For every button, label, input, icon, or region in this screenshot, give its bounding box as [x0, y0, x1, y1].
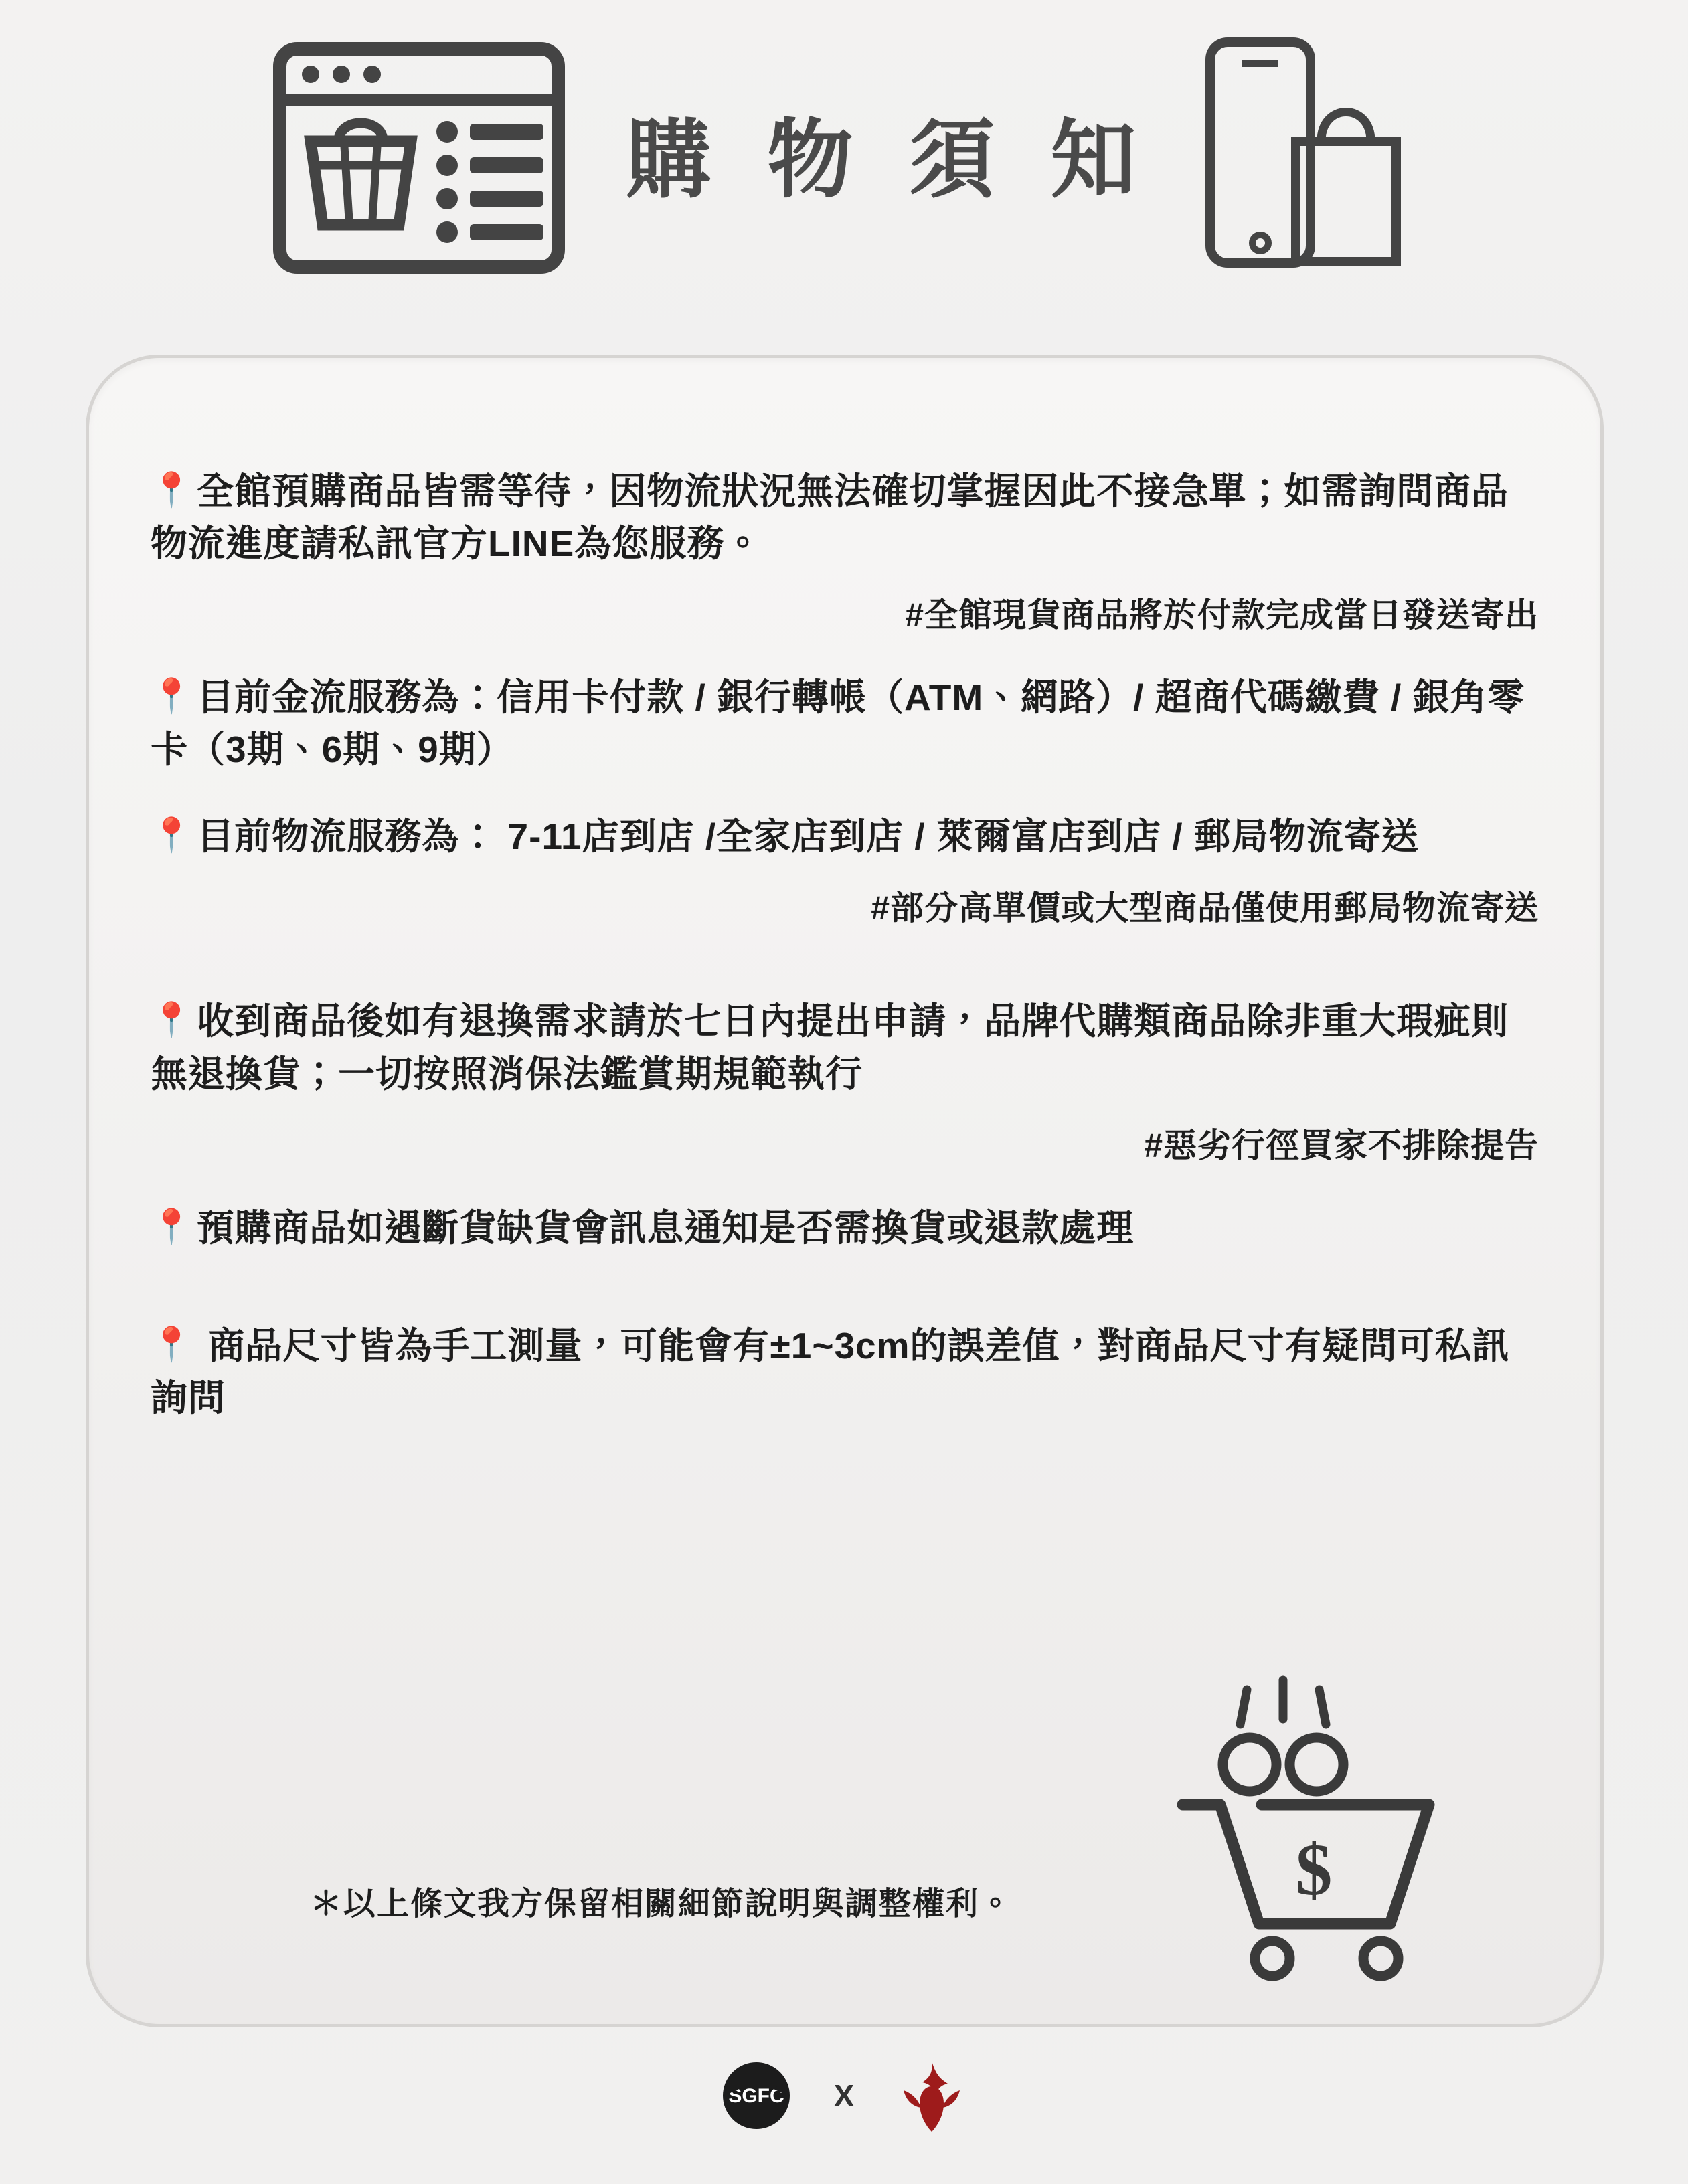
notice-text — [151, 1320, 1539, 1424]
notice-item — [151, 465, 1539, 636]
notice-body: 預購商品如遇斷貨缺貨會訊息通知是否需換貨或退款處理 — [197, 1206, 1134, 1249]
footer-separator: X — [833, 2078, 855, 2113]
notice-item — [151, 671, 1539, 776]
notice-body: 收到商品後如有退換需求請於七日內提出申請，品牌代購類商品除非重大瑕疵則無退換貨；一切按照消保法鑑賞期規範執行 — [151, 1000, 1509, 1095]
red-emblem-logo — [892, 2056, 972, 2136]
sgfc-circle-logo — [716, 2056, 796, 2136]
notice-text — [151, 1202, 1539, 1254]
pin-icon: 📍 — [151, 677, 193, 715]
notice-note: #全館現貨商品將於付款完成當日發送寄出 — [905, 596, 1539, 634]
notice-note: #惡劣行徑買家不排除提告 — [1144, 1126, 1539, 1164]
svg-text:SGFC: SGFC — [728, 2085, 784, 2107]
notice-note: #部分高單價或大型商品僅使用郵局物流寄送 — [871, 889, 1539, 927]
pin-icon: 📍 — [151, 1207, 193, 1245]
footnote-text: ＊以上條文我方保留相關細節說明與調整權利。 — [310, 1886, 1013, 1922]
browser-shopping-list-icon — [268, 37, 570, 278]
pin-icon: 📍 — [151, 471, 193, 509]
notice-body: 商品尺寸皆為手工測量，可能會有±1~3cm的誤差值，對商品尺寸有疑問可私訊詢問 — [151, 1324, 1510, 1419]
pin-icon: 📍 — [151, 816, 193, 854]
notice-body: 全館預購商品皆需等待，因物流狀況無法確切掌握因此不接急單；如需詢問商品物流進度請私訊官方LINE為您服務。 — [151, 470, 1509, 565]
notice-item — [151, 995, 1539, 1166]
notice-text — [151, 671, 1539, 776]
notice-text — [151, 995, 1539, 1099]
notice-card — [86, 355, 1604, 2027]
notice-item — [151, 1202, 1539, 1254]
notice-body: 目前金流服務為：信用卡付款 / 銀行轉帳（ATM、網路）/ 超商代碼繳費 / 銀角零卡（3期、6期、9期） — [151, 676, 1525, 771]
notice-body: 目前物流服務為： 7-11店到店 /全家店到店 / 萊爾富店到店 / 郵局物流寄送 — [197, 816, 1419, 858]
notice-item — [151, 1320, 1539, 1424]
pin-icon: 📍 — [151, 1001, 193, 1039]
notice-text — [151, 810, 1539, 862]
svg-text:$: $ — [1295, 1829, 1333, 1910]
shopping-cart-dollar-icon — [1165, 1663, 1473, 1984]
footer-logos — [0, 2056, 1688, 2136]
page-header — [0, 0, 1688, 281]
page-title: 購 物 須 知 — [625, 112, 1153, 208]
notice-item — [151, 810, 1539, 929]
pin-icon: 📍 — [151, 1325, 193, 1363]
phone-shopping-bag-icon — [1192, 31, 1420, 285]
notice-text — [151, 465, 1539, 569]
